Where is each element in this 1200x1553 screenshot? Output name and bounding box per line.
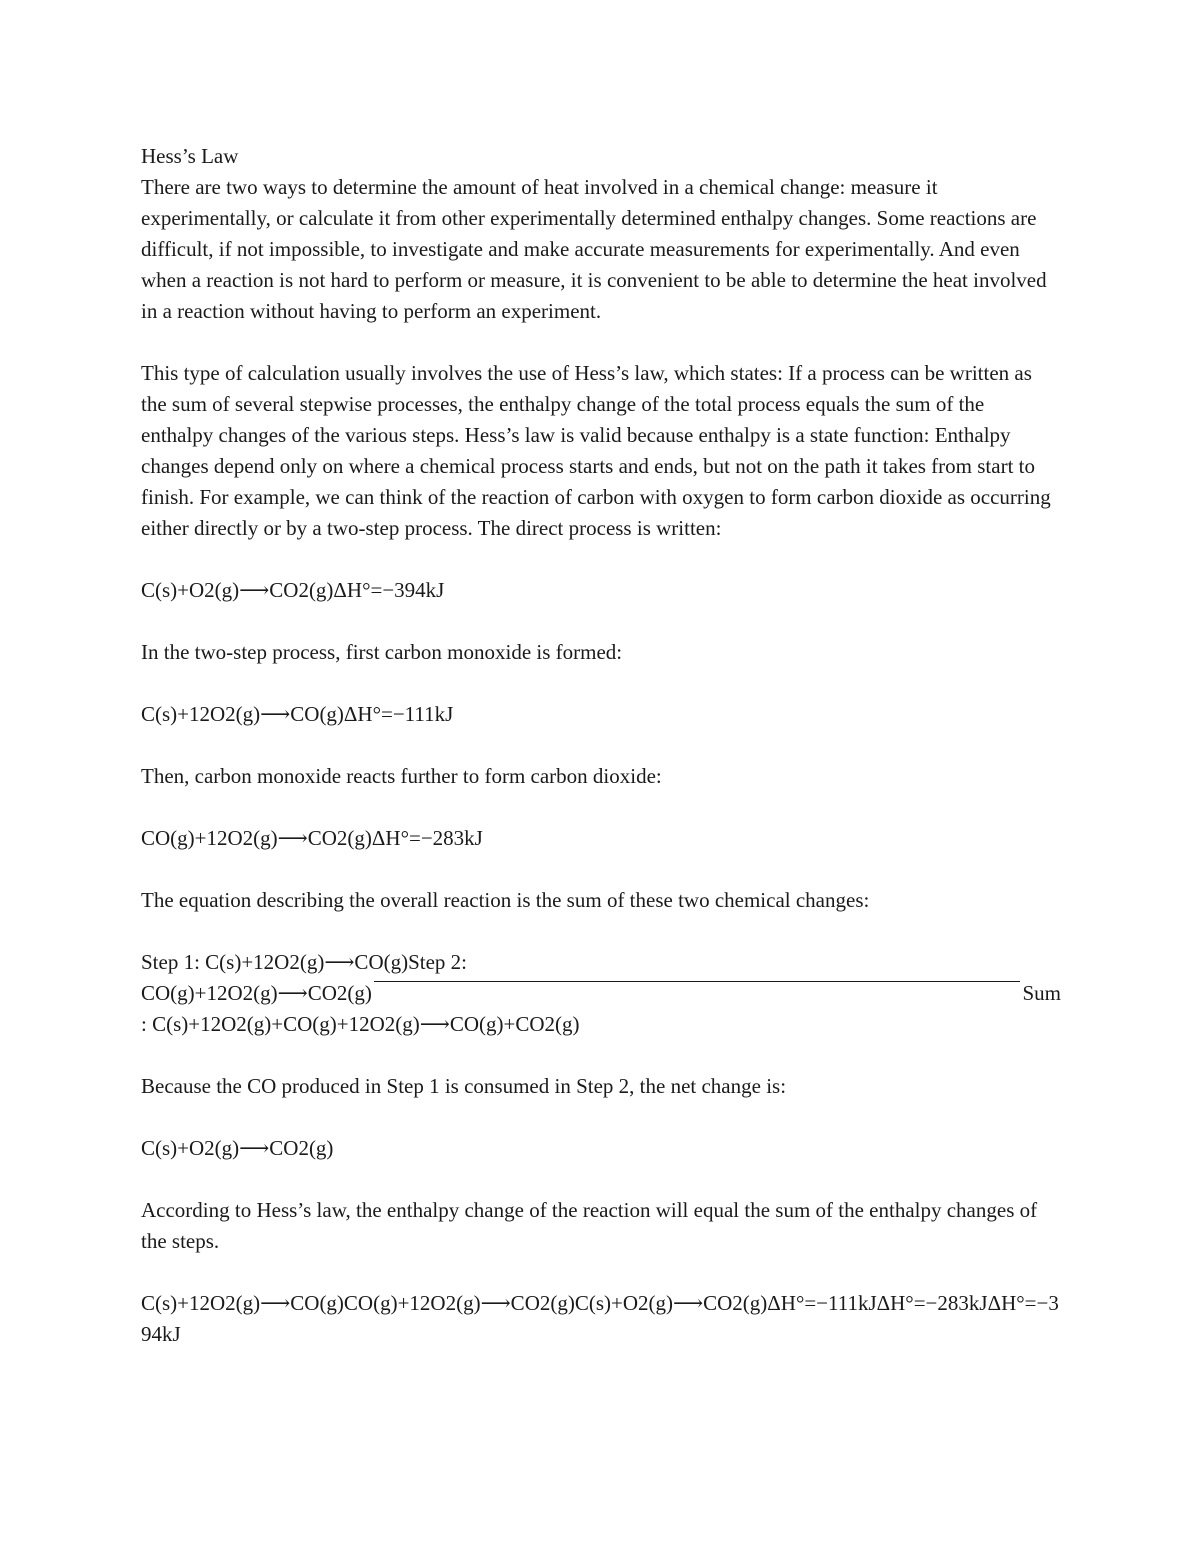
co-formation-equation: C(s)+12O2(g)⟶CO(g)ΔH°=−111kJ bbox=[141, 702, 454, 726]
net-change-paragraph: Because the CO produced in Step 1 is consumed in Step 2, the net change is: bbox=[141, 1074, 787, 1098]
steps-sum-block bbox=[141, 947, 1061, 1040]
then-paragraph: Then, carbon monoxide reacts further to form carbon dioxide: bbox=[141, 764, 662, 788]
combined-equations: C(s)+12O2(g)⟶CO(g)CO(g)+12O2(g)⟶CO2(g)C(s)+O2(g)⟶CO2(g)ΔH°=−111kJΔH°=−283kJΔH°=−394kJ bbox=[141, 1291, 1059, 1346]
hess-statement-paragraph: This type of calculation usually involves the use of Hess’s law, which states: If a process can be written as the sum of several stepwise processes, the enthalpy change of the total process equals the sum of the enthalpy changes of the various steps. Hess’s law is valid because enthalpy is a state function: Enthalpy changes depend only on where a chemical process starts and ends, but not on the path it takes from start to finish. For example, we can think of the reaction of carbon with oxygen to form carbon dioxide as occurring either directly or by a two-step process. The direct process is written: bbox=[141, 361, 1051, 540]
two-step-intro-paragraph: In the two-step process, first carbon monoxide is formed: bbox=[141, 640, 623, 664]
document-title: Hess’s Law bbox=[141, 144, 239, 168]
intro-paragraph: There are two ways to determine the amount of heat involved in a chemical change: measure it experimentally, or calculate it from other experimentally determined enthalpy changes. Some reactions are difficult, if not impossible, to investigate and make accurate measurements for experimentally. And even when a reaction is not hard to perform or measure, it is convenient to be able to determine the heat involved in a reaction without having to perform an experiment. bbox=[141, 175, 1047, 323]
direct-equation: C(s)+O2(g)⟶CO2(g)ΔH°=−394kJ bbox=[141, 578, 445, 602]
according-paragraph: According to Hess’s law, the enthalpy change of the reaction will equal the sum of the enthalpy changes of the steps. bbox=[141, 1198, 1038, 1253]
co2-formation-equation: CO(g)+12O2(g)⟶CO2(g)ΔH°=−283kJ bbox=[141, 826, 483, 850]
net-equation: C(s)+O2(g)⟶CO2(g) bbox=[141, 1136, 334, 1160]
sum-label: Sum bbox=[1022, 981, 1061, 1005]
steps-line-3: : C(s)+12O2(g)+CO(g)+12O2(g)⟶CO(g)+CO2(g) bbox=[141, 1012, 580, 1036]
steps-line-1: Step 1: C(s)+12O2(g)⟶CO(g)Step 2: bbox=[141, 950, 468, 974]
steps-line-2 bbox=[141, 978, 1061, 1009]
sum-divider-line bbox=[374, 981, 1021, 982]
steps-line-2-equation: CO(g)+12O2(g)⟶CO2(g) bbox=[141, 981, 372, 1005]
document-page bbox=[141, 141, 1061, 1350]
overall-paragraph: The equation describing the overall reaction is the sum of these two chemical changes: bbox=[141, 888, 870, 912]
